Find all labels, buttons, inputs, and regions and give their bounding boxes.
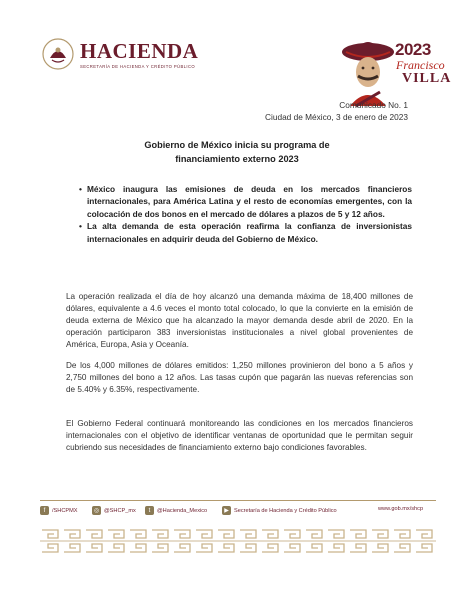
youtube-icon: ▶ [222, 506, 231, 515]
hacienda-logo [40, 36, 210, 76]
body-paragraph: La operación realizada el día de hoy alcanzó una demanda máxima de 18,400 millones de dólares, equivalente a 4.6 veces el monto total colocado, lo que la convierte en la emisión de deuda externa de México que ha alcanzado la mayor demanda desde abril de 2020. En la operación participaron 383 inversionistas institucionales a nivel global provenientes de América, Europa, Asia y Oceanía. [66, 292, 413, 349]
instagram-link[interactable]: ◎ @SHCP_mx [93, 507, 136, 514]
body-paragraph: De los 4,000 millones de dólares emitidos: 1,250 millones provinieron del bono a 5 años y 2,750 millones del bono a 12 años. Las tasas cupón que pagarán las nuevas referencias son de 5.40% y 6.35%, respectivamente. [66, 361, 413, 394]
francisco-villa-logo [338, 36, 450, 108]
coat-of-arms-icon [40, 36, 76, 72]
bullet-icon: • [79, 221, 82, 232]
villa-year: 2023 [395, 40, 431, 59]
title-line-1: Gobierno de México inicia su programa de [144, 140, 330, 150]
hacienda-subtitle: SECRETARÍA DE HACIENDA Y CRÉDITO PÚBLICO [80, 64, 196, 69]
twitter-icon: t [145, 506, 154, 515]
list-item [79, 220, 412, 245]
website-link[interactable]: www.gob.mx/shcp [378, 506, 424, 512]
footer-divider [40, 500, 436, 501]
bullet-text: México inaugura las emisiones de deuda en los mercados financieros internacionales, para América Latina y el resto de economías emergentes, con la colocación de dos bonos en el mercado de dólares a plazos de 5 y 12 años. [87, 184, 412, 219]
bullet-text: La alta demanda de esta operación reafirma la confianza de inversionistas internacionales en adquirir deuda del Gobierno de México. [87, 221, 412, 244]
bullet-icon: • [79, 184, 82, 194]
page-title [70, 139, 404, 166]
list-item [79, 183, 412, 220]
title-line-2: financiamiento externo 2023 [175, 153, 299, 164]
communique-number: Comunicado No. 1 [339, 100, 408, 110]
twitter-link[interactable]: t @Hacienda_Mexico [145, 506, 207, 515]
page-header [0, 0, 474, 110]
youtube-link[interactable]: ▶ Secretaría de Hacienda y Crédito Público [222, 506, 337, 515]
body-paragraph: El Gobierno Federal continuará monitoreando las condiciones en los mercados financieros internacionales con el objetivo de identificar ventanas de oportunidad que le permitan seguir cubriendo sus necesidades de financiamiento externo bajo condiciones favorables. [66, 419, 413, 452]
page-footer [0, 500, 474, 612]
highlights-list [79, 183, 412, 245]
villa-last-name: VILLA [402, 71, 452, 86]
hacienda-name: HACIENDA [80, 39, 199, 63]
facebook-link[interactable]: f /SHCPMX [40, 506, 78, 515]
facebook-icon: f [40, 506, 49, 515]
villa-portrait-icon [338, 36, 398, 108]
decorative-pattern [40, 526, 436, 556]
instagram-icon: ◎ [93, 508, 100, 514]
communique-date: Ciudad de México, 3 de enero de 2023 [265, 111, 408, 122]
communique-meta [265, 100, 408, 123]
villa-first-name: Francisco [396, 58, 445, 72]
greca-pattern-icon [40, 526, 436, 556]
